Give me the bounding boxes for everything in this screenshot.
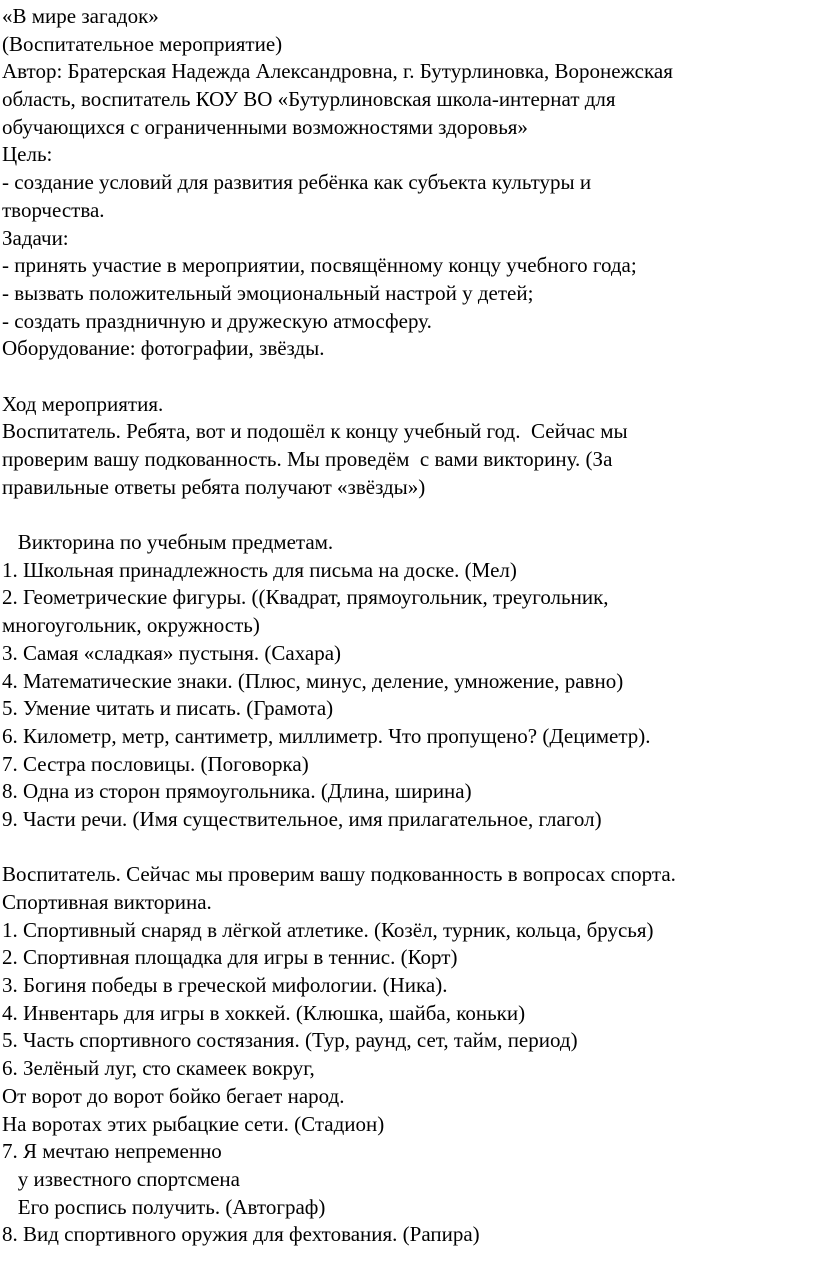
quiz1-item: 2. Геометрические фигуры. ((Квадрат, прямоугольник, треугольник,: [2, 585, 609, 610]
quiz1-item: 3. Самая «сладкая» пустыня. (Сахара): [2, 640, 342, 665]
quiz2-item: 5. Часть спортивного состязания. (Тур, раунд, сет, тайм, период): [2, 1028, 578, 1053]
quiz1-item: 4. Математические знаки. (Плюс, минус, деление, умножение, равно): [2, 668, 624, 693]
quiz2-item: у известного спортсмена: [2, 1166, 240, 1191]
quiz2-item: 1. Спортивный снаряд в лёгкой атлетике. (Козёл, турник, кольца, брусья): [2, 917, 654, 942]
quiz2-item: 3. Богиня победы в греческой мифологии. (Ника).: [2, 973, 448, 998]
goal-line: творчества.: [2, 197, 105, 222]
quiz1-item: 1. Школьная принадлежность для письма на доске. (Мел): [2, 557, 517, 582]
quiz1-item: 5. Умение читать и писать. (Грамота): [2, 696, 334, 721]
tasks-heading: Задачи:: [2, 225, 69, 250]
quiz2-item: 4. Инвентарь для игры в хоккей. (Клюшка, шайба, коньки): [2, 1000, 526, 1025]
goal-heading: Цель:: [2, 142, 53, 167]
sport-intro: Воспитатель. Сейчас мы проверим вашу подкованность в вопросах спорта.: [2, 862, 676, 887]
quiz2-item: На воротах этих рыбацкие сети. (Стадион): [2, 1111, 385, 1136]
task-item: - принять участие в мероприятии, посвящённому концу учебного года;: [2, 253, 637, 278]
blank-line: [2, 834, 816, 862]
quiz2-item: 7. Я мечтаю непременно: [2, 1139, 222, 1164]
document-title: «В мире загадок»: [2, 4, 159, 28]
quiz1-item: 7. Сестра пословицы. (Поговорка): [2, 751, 309, 776]
author-line: Автор: Братерская Надежда Александровна, г. Бутурлиновка, Воронежская: [2, 59, 673, 84]
document-subtitle: (Воспитательное мероприятие): [2, 31, 283, 56]
author-line: область, воспитатель КОУ ВО «Бутурлиновская школа-интернат для: [2, 87, 616, 112]
intro-line: правильные ответы ребята получают «звёзды»): [2, 474, 426, 499]
quiz2-item: 6. Зелёный луг, сто скамеек вокруг,: [2, 1056, 315, 1081]
blank-line: [2, 501, 816, 529]
quiz2-item: Его роспись получить. (Автограф): [2, 1194, 326, 1219]
equipment-line: Оборудование: фотографии, звёзды.: [2, 336, 325, 361]
quiz2-item: 2. Спортивная площадка для игры в теннис. (Корт): [2, 945, 458, 970]
progress-heading: Ход мероприятия.: [2, 391, 164, 416]
quiz1-item: многоугольник, окружность): [2, 613, 260, 638]
intro-line: Воспитатель. Ребята, вот и подошёл к концу учебный год. Сейчас мы: [2, 419, 628, 444]
author-line: обучающихся с ограниченными возможностями здоровья»: [2, 114, 528, 139]
quiz1-item: 9. Части речи. (Имя существительное, имя прилагательное, глагол): [2, 806, 602, 831]
quiz2-item: От ворот до ворот бойко бегает народ.: [2, 1083, 345, 1108]
task-item: - вызвать положительный эмоциональный настрой у детей;: [2, 280, 534, 305]
intro-line: проверим вашу подкованность. Мы проведём с вами викторину. (За: [2, 447, 613, 471]
task-item: - создать праздничную и дружескую атмосферу.: [2, 308, 432, 333]
quiz2-heading: Спортивная викторина.: [2, 890, 212, 914]
quiz1-item: 6. Километр, метр, сантиметр, миллиметр. Что пропущено? (Дециметр).: [2, 723, 651, 748]
blank-line: [2, 363, 816, 391]
quiz1-item: 8. Одна из сторон прямоугольника. (Длина, ширина): [2, 779, 472, 804]
goal-line: - создание условий для развития ребёнка как субъекта культуры и: [2, 170, 592, 195]
quiz1-heading: Викторина по учебным предметам.: [2, 530, 334, 555]
quiz2-item: 8. Вид спортивного оружия для фехтования. (Рапира): [2, 1222, 480, 1247]
